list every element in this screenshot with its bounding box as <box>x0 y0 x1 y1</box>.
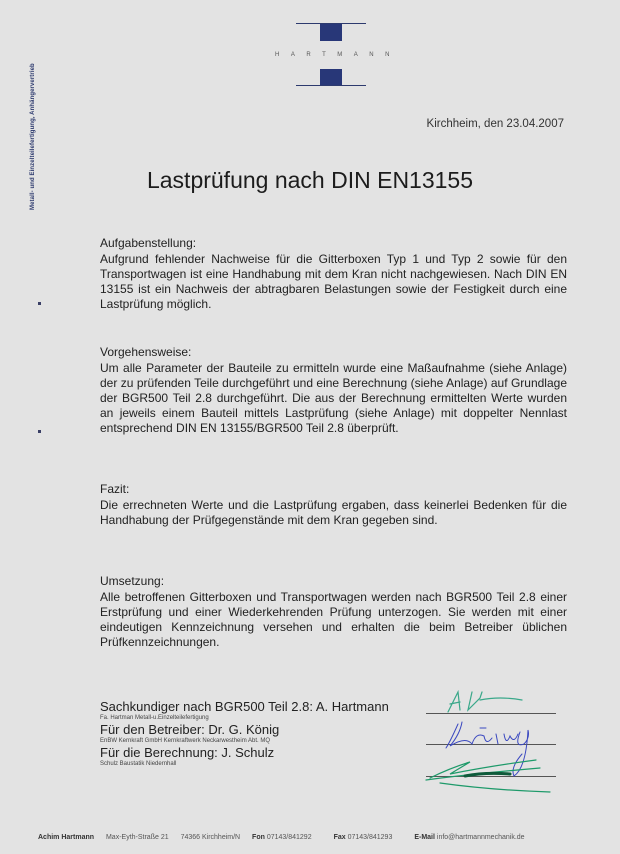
footer-city: 74366 Kirchheim/N <box>180 834 241 841</box>
section-body: Um alle Parameter der Bauteile zu ermitteln wurde eine Maßaufnahme (siehe Anlage) der zu prüfenden Teile durchgeführt und eine Berechnung (siehe Anlage) auf Grundlage der BGR500 Teil 2.8 durchgeführt. Die aus der Berechnung ermittelten Werte wurden an jeweils einem Bauteil mittels Lastprüfung (siehe Anlage) mit doppelter Nennlast entsprechend DIN EN 13155/BGR500 Teil 2.8 überprüft. <box>100 361 567 435</box>
section-vorgehensweise <box>100 345 567 436</box>
logo-wordmark: HARTMANN <box>275 52 401 58</box>
handwritten-signatures <box>410 688 580 800</box>
section-aufgabenstellung <box>100 236 567 312</box>
footer-name: Achim Hartmann <box>38 834 95 841</box>
letter-footer <box>38 834 545 841</box>
section-fazit <box>100 482 567 528</box>
fold-mark-icon <box>38 302 41 305</box>
section-body: Aufgrund fehlender Nachweise für die Gitterboxen Typ 1 und Typ 2 sowie für den Transportwagen ist eine Handhabung mit dem Kran nicht nachgewiesen. Nach DIN EN 13155 ist ein Nachweis der abtragbaren Belastungen sowie der Festigkeit durch eine Lastprüfung möglich. <box>100 252 567 311</box>
section-heading: Vorgehensweise: <box>100 345 192 359</box>
signature-label: Für den Betreiber: Dr. G. König <box>100 722 280 737</box>
section-body: Alle betroffenen Gitterboxen und Transportwagen werden nach BGR500 Teil 2.8 einer Erstprüfung und einer Wiederkehrenden Prüfung unterzogen. Sie werden mit einer eindeutigen Kennzeichnung versehen und erhalten die beim Betreiber üblichen Prüfkennzeichnungen. <box>100 590 567 649</box>
signature-label: Sachkundiger nach BGR500 Teil 2.8: A. Hartmann <box>100 699 389 714</box>
footer-fax: 07143/841293 <box>347 834 393 841</box>
footer-street: Max-Eyth-Straße 21 <box>105 834 169 841</box>
section-heading: Umsetzung: <box>100 574 165 588</box>
date-line: Kirchheim, den 23.04.2007 <box>426 118 564 130</box>
section-body: Die errechneten Werte und die Lastprüfung ergaben, dass keinerlei Bedenken für die Handhabung der Prüfgegenstände mit dem Kran gegeben sind. <box>100 498 567 527</box>
footer-email: info@hartmannmechanik.de <box>436 834 525 841</box>
section-umsetzung <box>100 574 567 650</box>
letterhead-side-text: Metall- und Einzelteilefertigung, Anhängervertrieb <box>30 63 36 210</box>
footer-fax-label: Fax <box>333 834 346 841</box>
document-title: Lastprüfung nach DIN EN13155 <box>146 167 474 193</box>
footer-email-label: E-Mail <box>414 834 435 841</box>
logo-top-block <box>320 24 342 41</box>
logo-bottom-rule <box>296 85 366 86</box>
signature-affiliation: Schulz Baustatik Niedernhall <box>100 761 177 767</box>
signature-affiliation: EnBW Kernkraft GmbH Kernkraftwerk Neckarwestheim Abt. MQ <box>100 738 271 744</box>
section-heading: Aufgabenstellung: <box>100 236 197 250</box>
footer-fon: 07143/841292 <box>266 834 312 841</box>
signature-affiliation: Fa. Hartman Metall-u.Einzelteilefertigung <box>100 715 209 721</box>
footer-fon-label: Fon <box>252 834 265 841</box>
logo-bottom-block <box>320 69 342 86</box>
punch-mark-icon <box>38 430 41 433</box>
signature-label: Für die Berechnung: J. Schulz <box>100 745 275 760</box>
company-logo <box>262 16 401 86</box>
section-heading: Fazit: <box>100 482 130 496</box>
